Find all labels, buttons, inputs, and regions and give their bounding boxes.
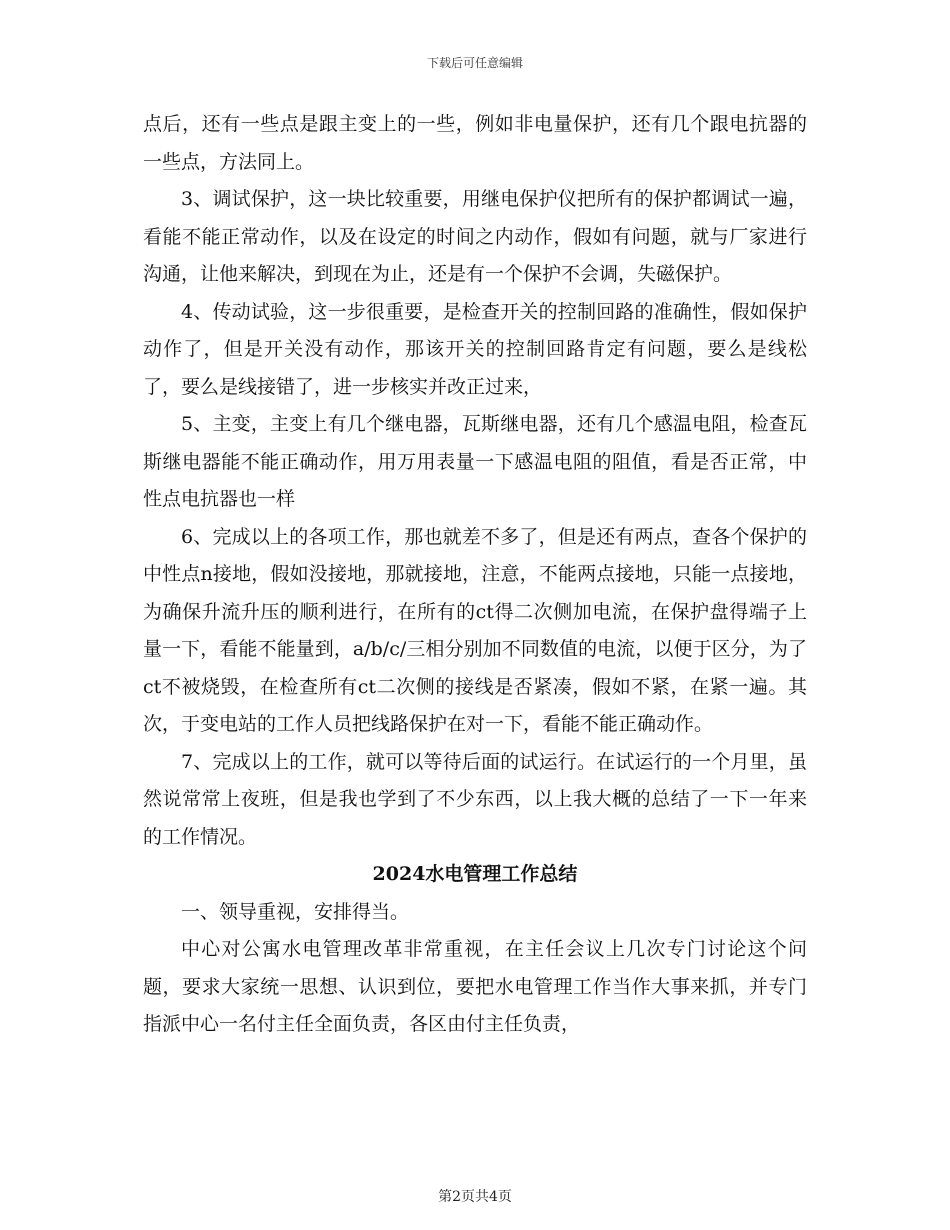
section-title: 2024水电管理工作总结 <box>372 863 578 885</box>
page-number: 第2页共4页 <box>438 1189 512 1205</box>
paragraph: 6、完成以上的各项工作，那也就差不多了，但是还有两点，查各个保护的中性点n接地，假如没接地，那就接地，注意，不能两点接地，只能一点接地，为确保升流升压的顺利进行，在所有的ct得二次侧加电流，在保护盘得端子上量一下，看能不能量到，a/b/c/三相分别加不同数值的电流，以便于区分，为了ct不被烧毁，在检查所有ct二次侧的接线是否紧凑，假如不紧，在紧一遍。其次，于变电站的工作人员把线路保护在对一下，看能不能正确动作。 <box>143 525 807 735</box>
page-header: 下载后可任意编辑 <box>426 56 523 70</box>
paragraph: 中心对公寓水电管理改革非常重视，在主任会议上几次专门讨论这个问题，要求大家统一思想、认识到位，要把水电管理工作当作大事来抓，并专门指派中心一名付主任全面负责，各区由付主任负责， <box>143 938 807 1035</box>
paragraph: 3、调试保护，这一块比较重要，用继电保护仪把所有的保护都调试一遍，看能不能正常动作，以及在设定的时间之内动作，假如有问题，就与厂家进行沟通，让他来解决，到现在为止，还是有一个保护不会调，失磁保护。 <box>143 188 807 285</box>
paragraph: 一、领导重视，安排得当。 <box>181 900 410 923</box>
paragraph: 4、传动试验，这一步很重要，是检查开关的控制回路的准确性，假如保护动作了，但是开关没有动作，那该开关的控制回路肯定有问题，要么是线松了，要么是线接错了，进一步核实并改正过来， <box>143 300 807 398</box>
paragraph: 点后，还有一些点是跟主变上的一些，例如非电量保护，还有几个跟电抗器的一些点，方法同上。 <box>143 113 807 173</box>
paragraph: 5、主变，主变上有几个继电器，瓦斯继电器，还有几个感温电阻，检查瓦斯继电器能不能正确动作，用万用表量一下感温电阻的阻值，看是否正常，中性点电抗器也一样 <box>143 413 807 510</box>
document-body <box>143 106 807 1044</box>
paragraph: 7、完成以上的工作，就可以等待后面的试运行。在试运行的一个月里，虽然说常常上夜班，但是我也学到了不少东西，以上我大概的总结了一下一年来的工作情况。 <box>143 750 807 848</box>
